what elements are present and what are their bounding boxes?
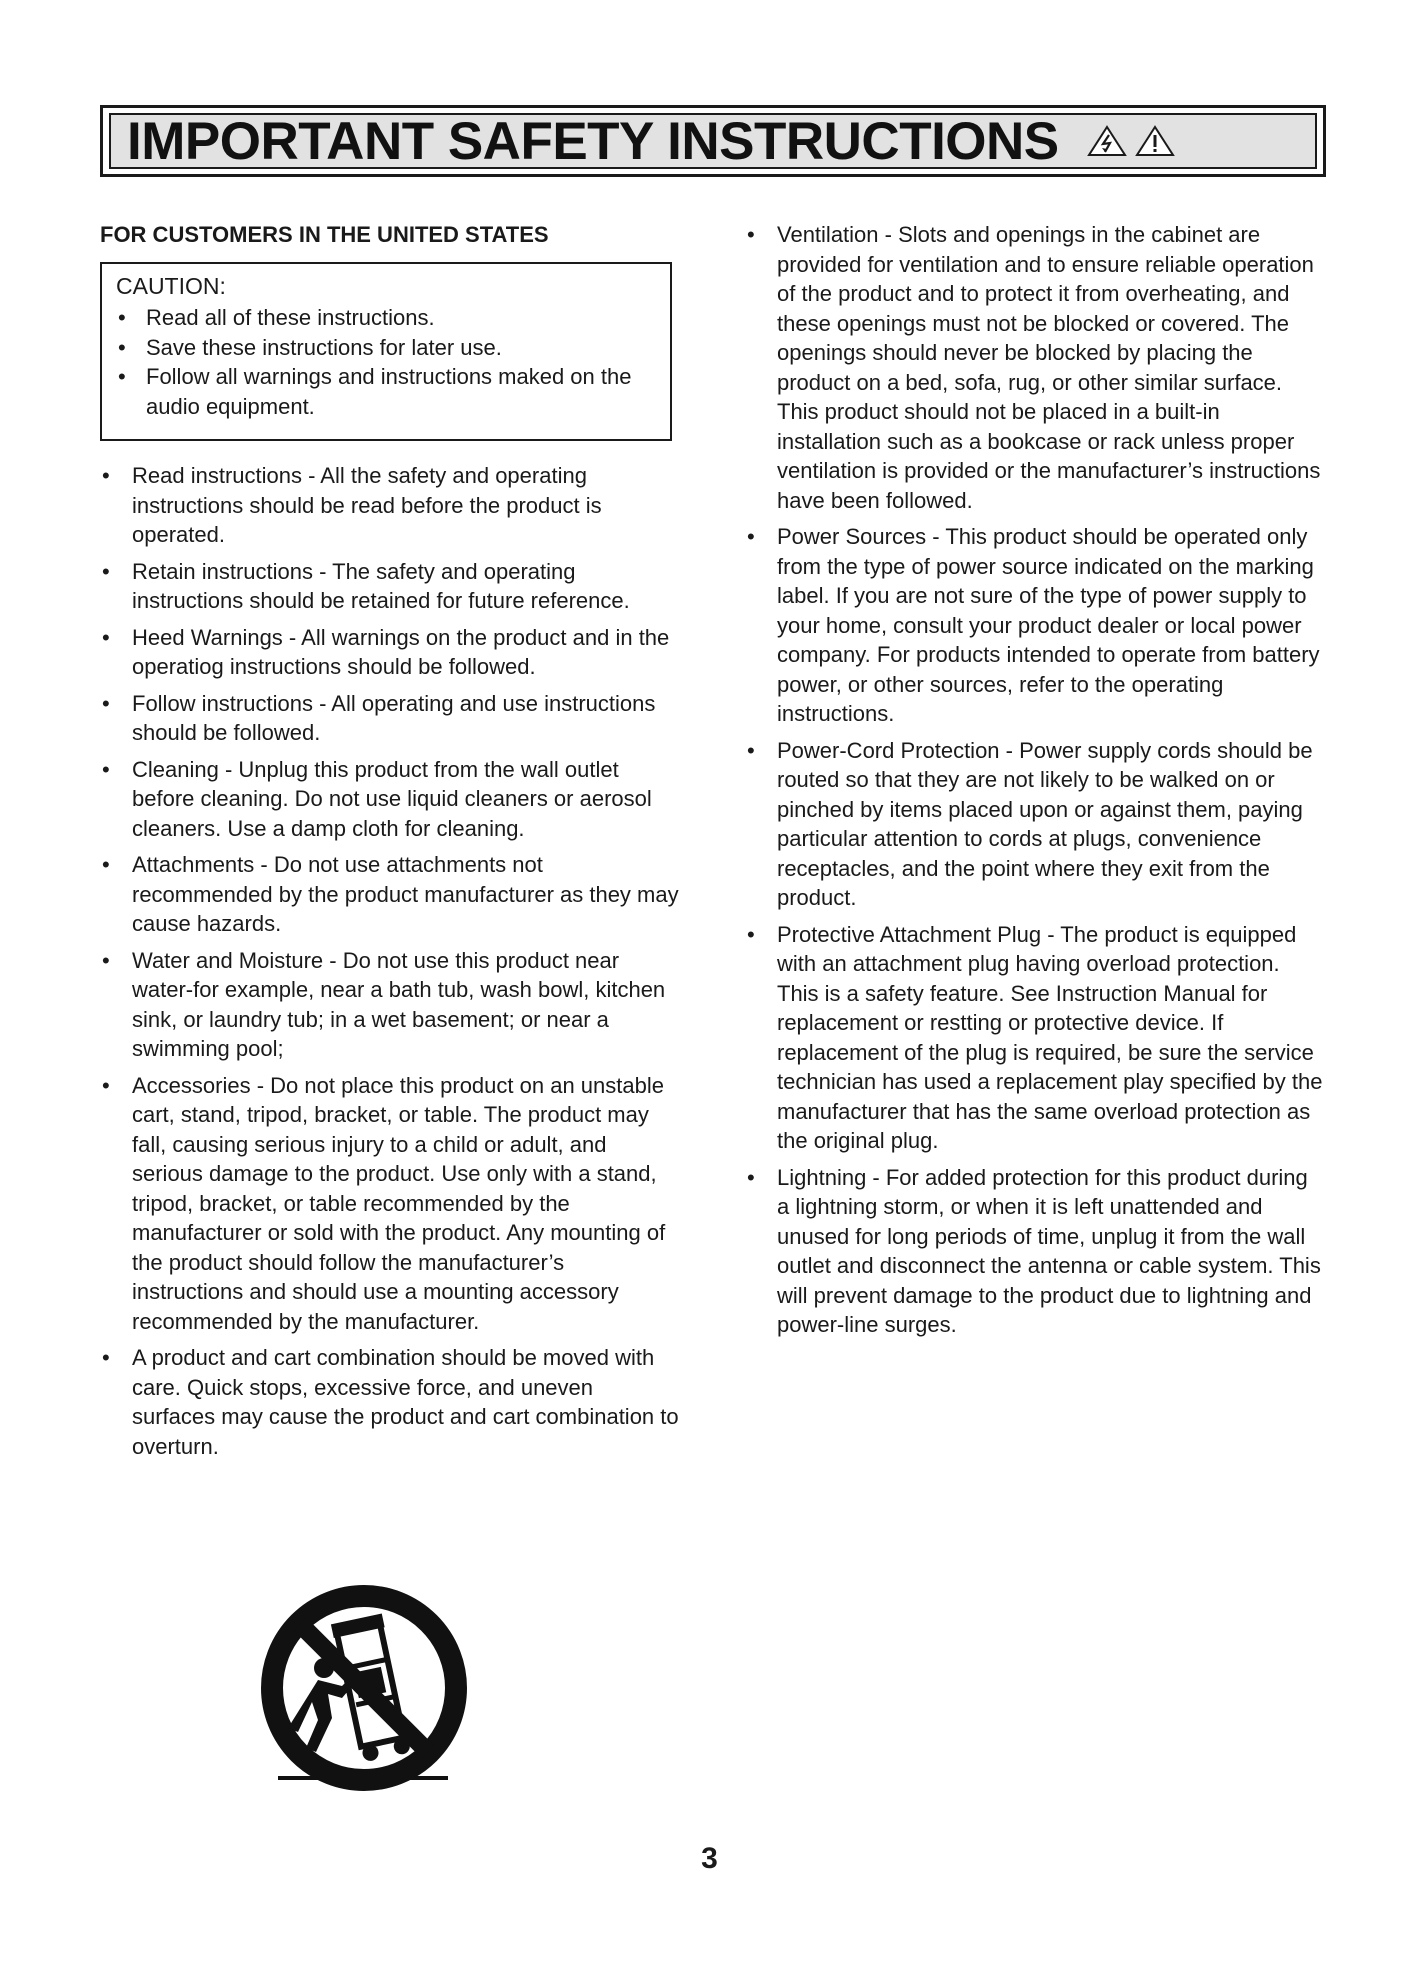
caution-item: • Save these instructions for later use. [116,333,656,363]
ventilation-text: • Ventilation - Slots and openings in the cabinet are provided for ventilation and to ensure reliable operation of the product and to protect it from overheating, and these openings must not be blocked or covered. The openings should never be blocked by placing the product on a bed, sofa, rug, or other similar surface. [777,222,1314,395]
caution-list [116,303,656,421]
title-bar [109,113,1317,169]
list-item: • Protective Attachment Plug - The product is equipped with an attachment plug having overload protection. This is a safety feature. See Instruction Manual for replacement or restting or protective device. If replacement of the plug is required, be sure the service technician has used a replacement play specified by the manufacturer that has the same overload protection as the original plug. [745,920,1325,1156]
list-item-ventilation [745,220,1325,515]
caution-box [100,262,672,442]
warning-icons [1087,125,1175,157]
list-item: • Attachments - Do not use attachments not recommended by the product manufacturer as they may cause hazards. [100,850,680,939]
instruction-list-left [100,461,680,1461]
list-item: • Read instructions - All the safety and operating instructions should be read before the product is operated. [100,461,680,550]
instruction-list-right [745,220,1325,1340]
exclamation-warning-icon [1135,125,1175,157]
lightning-warning-icon [1087,125,1127,157]
list-item: • Accessories - Do not place this product on an unstable cart, stand, tripod, bracket, or table. The product may fall, causing serious injury to a child or adult, and serious damage to the product. Use only with a stand, tripod, bracket, or table recommended by the manufacturer or sold with the product. Any mounting of the product should follow the manufacturer’s instructions and should use a mounting accessory recommended by the manufacturer. [100,1071,680,1337]
list-item: • Water and Moisture - Do not use this product near water-for example, near a bath tub, wash bowl, kitchen sink, or laundry tub; in a wet basement; or near a swimming pool; [100,946,680,1064]
ventilation-note: This product should not be placed in a built-in installation such as a bookcase or rack unless proper ventilation is provided or the manufacturer’s instructions have been followed. [777,399,1321,513]
list-item: • Follow instructions - All operating and use instructions should be followed. [100,689,680,748]
list-item: • Lightning - For added protection for this product during a lightning storm, or when it is left unattended and unused for long periods of time, unplug it from the wall outlet and disconnect the antenna or cable system. This will prevent damage to the product due to lightning and power-line surges. [745,1163,1325,1340]
caution-item: • Read all of these instructions. [116,303,656,333]
right-column [745,220,1325,1347]
title-frame [100,105,1326,177]
list-item: • Heed Warnings - All warnings on the product and in the operatiog instructions should be followed. [100,623,680,682]
list-item: • A product and cart combination should be moved with care. Quick stops, excessive force, and uneven surfaces may cause the product and cart combination to overturn. [100,1343,680,1461]
caution-title: CAUTION: [116,272,226,299]
page-title: IMPORTANT SAFETY INSTRUCTIONS [127,111,1059,171]
page-number: 3 [701,1842,718,1875]
left-column [100,220,680,1468]
list-item: • Power Sources - This product should be operated only from the type of power source indicated on the marking label. If you are not sure of the type of power supply to your home, consult your product dealer or local power company. For products intended to operate from battery power, or other sources, refer to the operating instructions. [745,522,1325,729]
cart-tip-over-warning-icon [258,1582,470,1794]
list-item: • Power-Cord Protection - Power supply cords should be routed so that they are not likely to be walked on or pinched by items placed upon or against them, paying particular attention to cords at plugs, convenience receptacles, and the point where they exit from the product. [745,736,1325,913]
section-heading: FOR CUSTOMERS IN THE UNITED STATES [100,222,549,247]
caution-item: • Follow all warnings and instructions maked on the audio equipment. [116,362,656,421]
list-item: • Cleaning - Unplug this product from the wall outlet before cleaning. Do not use liquid cleaners or aerosol cleaners. Use a damp cloth for cleaning. [100,755,680,844]
list-item: • Retain instructions - The safety and operating instructions should be retained for future reference. [100,557,680,616]
